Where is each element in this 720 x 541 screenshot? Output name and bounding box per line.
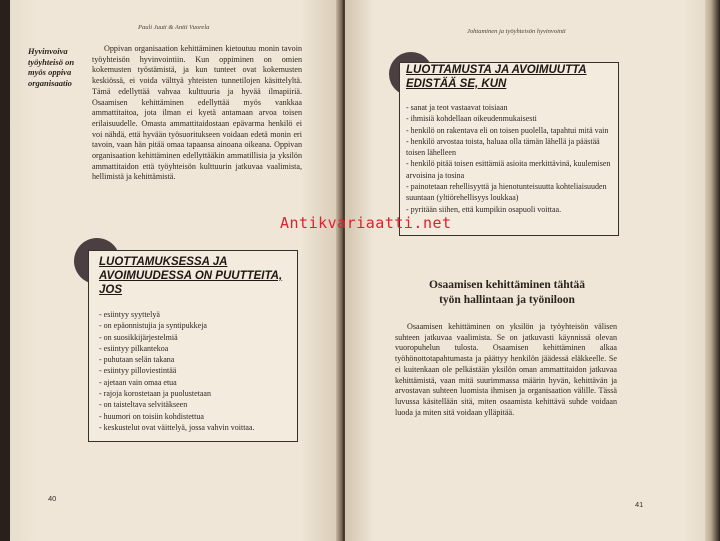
heading-line: Osaamisen kehittäminen tähtää xyxy=(429,279,585,291)
list-item: - puhutaan selän takana xyxy=(99,355,175,365)
list-item: - rajoja korostetaan ja puolustetaan xyxy=(99,389,211,399)
right-box-title xyxy=(400,63,618,91)
list-item: - sanat ja teot vastaavat toisiaan xyxy=(406,103,508,112)
right-box-list xyxy=(400,91,618,215)
list-item: - on suosikkijärjestelmiä xyxy=(99,332,178,342)
box-title-line: LUOTTAMUSTA JA AVOIMUUTTA xyxy=(406,64,587,76)
right-running-head: Johtaminen ja työyhteisön hyvinvointi xyxy=(467,28,566,35)
list-item: - pyritään siihen, että kumpikin osapuoli voittaa. xyxy=(406,204,562,214)
right-body-text xyxy=(395,322,617,418)
list-item: - on taisteltava selvitäkseen xyxy=(99,400,188,410)
left-page xyxy=(10,0,340,541)
section-heading xyxy=(387,278,627,308)
heading-line: työn hallintaan ja työniloon xyxy=(439,294,575,306)
left-info-box xyxy=(88,250,298,442)
box-title-line: EDISTÄÄ SE, KUN xyxy=(406,78,507,90)
box-title-line: LUOTTAMUKSESSA JA xyxy=(99,256,228,268)
left-box-list xyxy=(89,297,297,433)
sidenote-line: Hyvinvoiva xyxy=(28,46,68,56)
sidenote-line: myös oppiva xyxy=(28,67,72,77)
book-edge xyxy=(705,0,720,541)
sidenote-line: organisaatio xyxy=(28,77,72,88)
box-title-line: AVOIMUUDESSA ON PUUTTEITA, xyxy=(99,270,283,282)
left-body-text xyxy=(92,44,302,183)
watermark-text: Antikvariaatti.net xyxy=(280,214,452,232)
box-title-line: JOS xyxy=(99,284,123,296)
list-item: - esiintyy pilloviestintää xyxy=(99,366,177,376)
list-item: - keskustelut ovat väittelyä, jossa vahvin voittaa. xyxy=(99,422,255,432)
left-running-head: Pauli Juuti & Antti Vuorela xyxy=(138,24,210,31)
list-item: - esiintyy pilkantekoa xyxy=(99,343,169,353)
list-item: - henkilö on rakentava eli on toisen puolella, tapahtui mitä vain xyxy=(406,125,609,135)
right-page xyxy=(345,0,705,541)
right-paragraph: Osaamisen kehittäminen on yksilön ja työyhteisön välisen suhteen jatkuvaa vaalimista. Se on jatkuvasti käynnissä olevan vuoropuhelun tulosta. Osaamisen kehittäminen alkaa työhönottotapahtumasta ja päättyy henkilön jäädessä eläkkeelle. Se ei kuitenkaan ole pelkästään yksilön oman ammattitaidon jatkuvaa kehittämistä, vaan mitä suurimmassa määrin hyvän, kehittävän ja arvostavan suhteen luomista ihmisen ja organisaation välille. Tässä luvussa käsitellään sitä, miten osaamista kehittävä suhde voidaan luoda ja miten sitä voidaan ylläpitää. xyxy=(395,322,617,417)
right-page-number: 41 xyxy=(635,500,644,509)
list-item: - ajetaan vain omaa etua xyxy=(99,377,177,387)
list-item: - esiintyy syyttelyä xyxy=(99,310,160,319)
right-info-box xyxy=(399,62,619,236)
list-item: - painotetaan rehellisyyttä ja hienotunteisuutta kohteliaisuuden suuntaan (yltiörehellisyys loukkaa) xyxy=(406,182,607,203)
list-item: - henkilö arvostaa toista, haluaa olla tämän lähellä ja päästää toisen lähelleen xyxy=(406,136,600,158)
list-item: - huumori on toisiin kohdistettua xyxy=(99,411,204,421)
list-item: - henkilö pitää toisen esittämiä asioita merkittävinä, kuulemisen arvoisina ja tosina xyxy=(406,159,611,180)
left-paragraph: Oppivan organisaation kehittäminen kietoutuu monin tavoin työyhteisön hyvinvointiin. Kun oppiminen on omien kokemusten työstämistä, ja kun tunteet ovat kokemusten keskiössä, ei voida välttyä yhteisten tunnetilojen käsittelyltä. Tämä edellyttää vahvaa kulttuuria ja hyvää ilmapiiriä. Osaamisen kehittäminen edellyttää myös vankkaa ammattitaitoa, jota ilman ei kyetä antamaan arvoa toisen erilaisuudelle. Omasta ammattitaidostaan epävarma henkilö ei voi nähdä, että hyvään työsuoritukseen voidaan edetä monin eri tavoin, vaan hän pitää omaa tapaansa ainoana oikeana. Oppivan organisaation kehittäminen edellyttääkin ammatillisia ja yksilön ammattitaidon että työyhteisön kulttuurin jatkuvaa vaalimista, hellimistä ja kehittämistä. xyxy=(92,44,302,182)
list-item: - on epäonnistujia ja syntipukkeja xyxy=(99,321,207,331)
sidenote-line: työyhteisö on xyxy=(28,56,75,67)
left-box-title xyxy=(89,251,297,297)
left-page-number: 40 xyxy=(48,494,57,503)
list-item: - ihmisiä kohdellaan oikeudenmukaisesti xyxy=(406,114,537,124)
